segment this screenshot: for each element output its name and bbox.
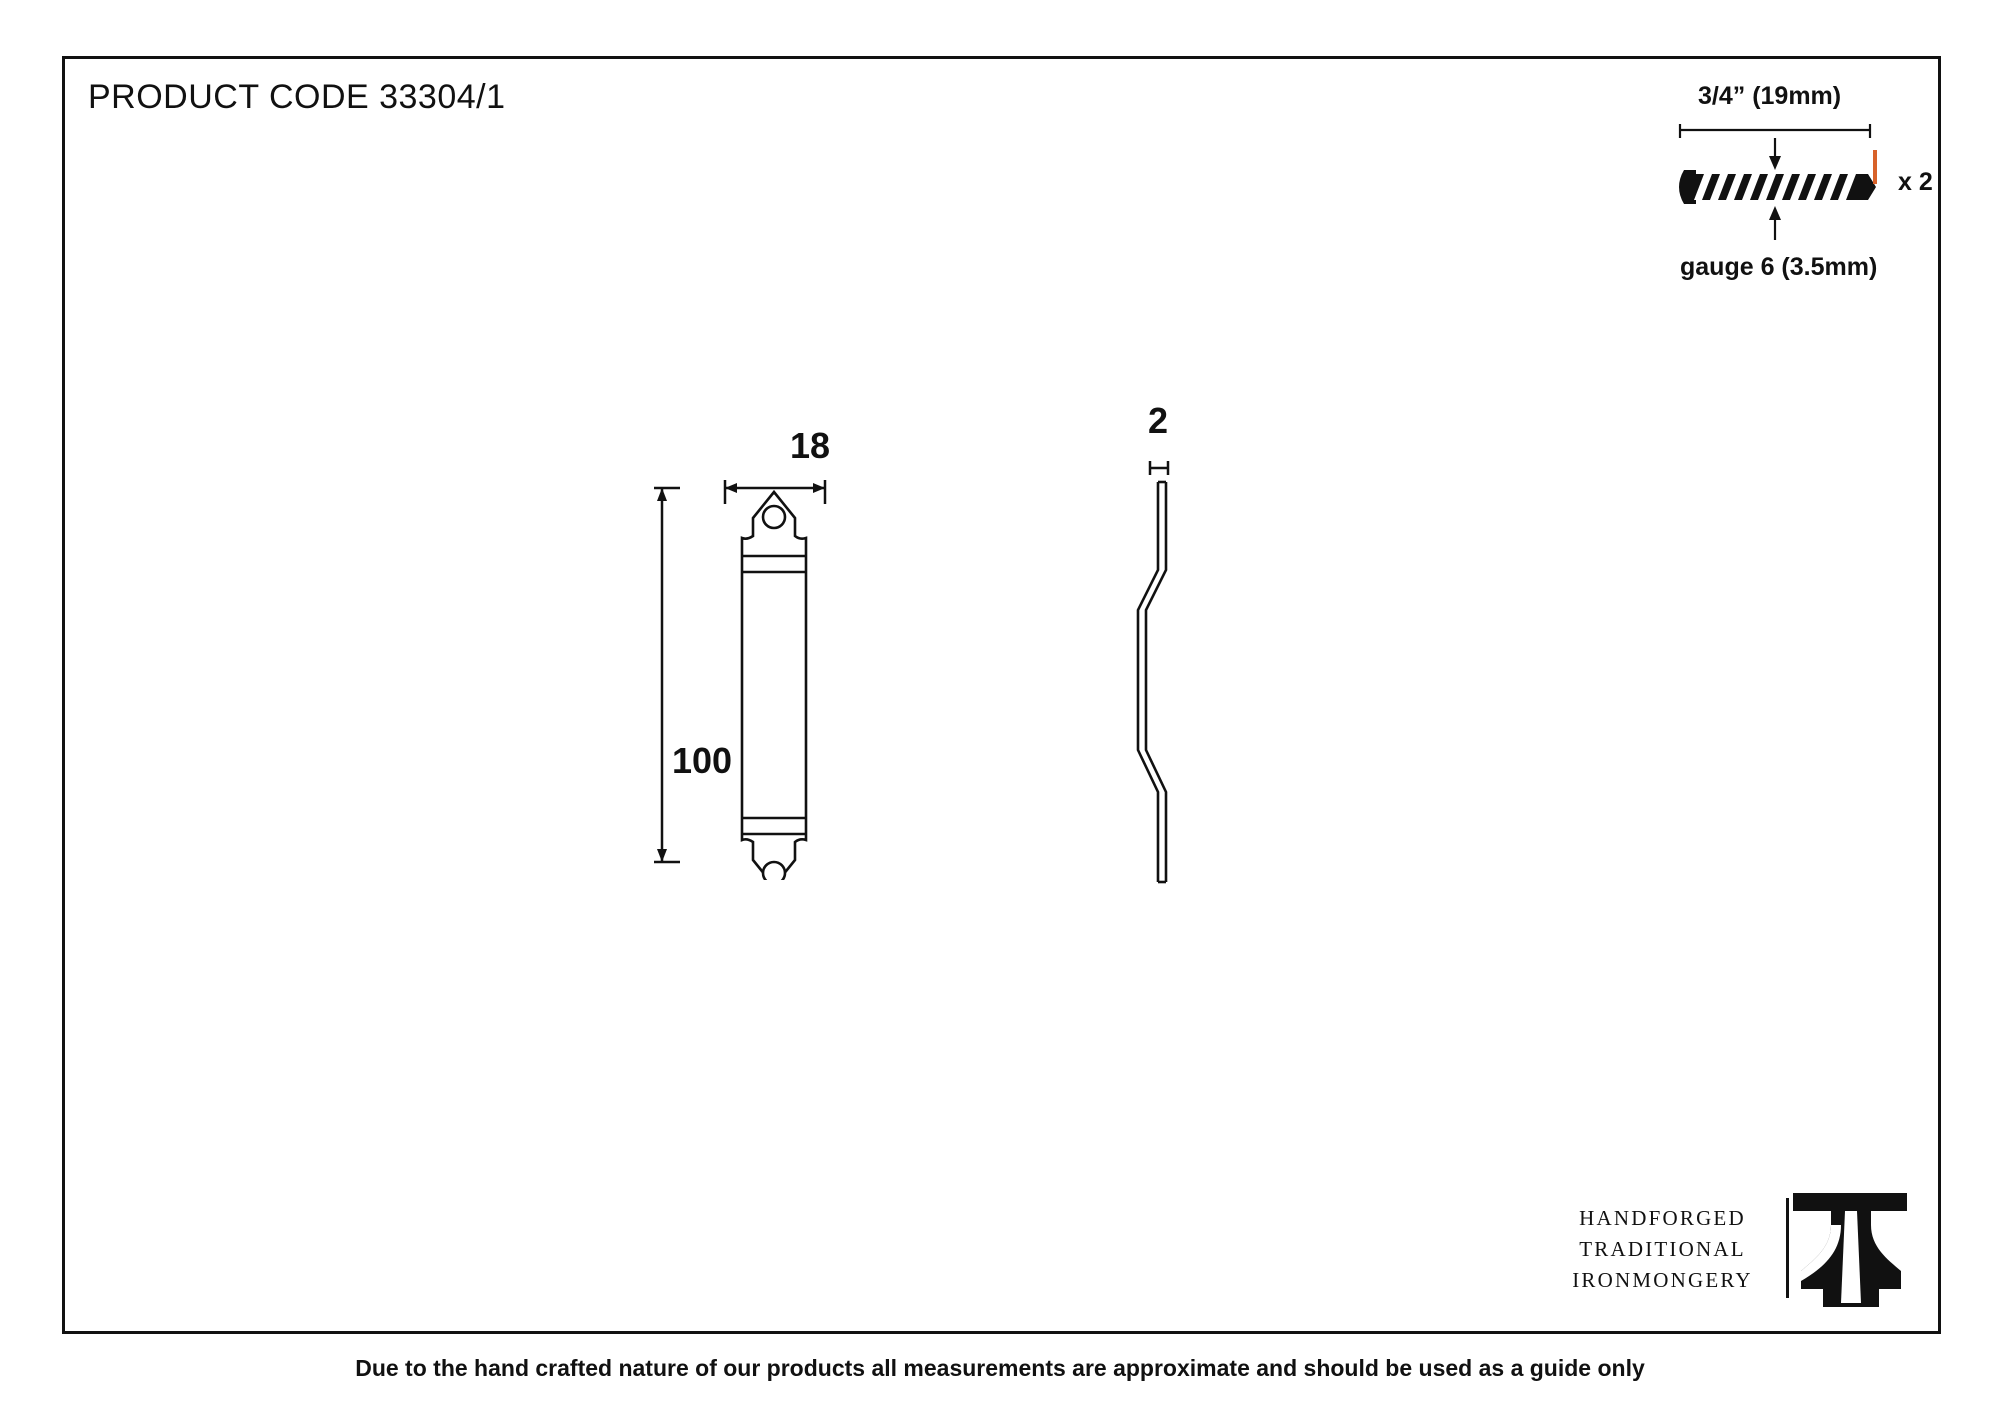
screw-hole-top xyxy=(763,506,785,528)
screw-length-dimension-line xyxy=(1680,124,1870,170)
front-view-drawing xyxy=(640,400,900,880)
logo-line-1: HANDFORGED xyxy=(1579,1206,1746,1230)
height-dimension-line xyxy=(654,488,680,862)
side-view-drawing xyxy=(1110,420,1250,910)
width-dimension-label: 18 xyxy=(790,425,831,466)
screw-icon xyxy=(1679,170,1876,204)
thickness-dimension-line xyxy=(1150,461,1168,475)
brand-logo-text xyxy=(1555,1203,1770,1296)
page-title: PRODUCT CODE 33304/1 xyxy=(88,78,506,116)
drawing-frame xyxy=(62,56,1941,1334)
anvil-icon xyxy=(1775,1185,1925,1315)
screw-end-marker xyxy=(1873,150,1877,184)
screw-gauge-label: gauge 6 (3.5mm) xyxy=(1680,253,1878,281)
screw-hole-bottom xyxy=(763,862,785,880)
screw-gauge-pointer xyxy=(1769,206,1781,240)
screw-quantity-label: x 2 xyxy=(1898,168,1933,196)
plate-front-outline xyxy=(742,492,806,880)
thickness-dimension-label: 2 xyxy=(1148,400,1169,441)
logo-line-2: TRADITIONAL xyxy=(1579,1237,1746,1261)
screw-length-label: 3/4” (19mm) xyxy=(1698,82,1842,110)
logo-line-3: IRONMONGERY xyxy=(1572,1268,1753,1292)
height-dimension-label: 100 xyxy=(672,740,733,781)
plate-side-profile xyxy=(1138,482,1166,882)
disclaimer-text: Due to the hand crafted nature of our products all measurements are approximate and should be used as a guide only xyxy=(355,1355,1645,1381)
